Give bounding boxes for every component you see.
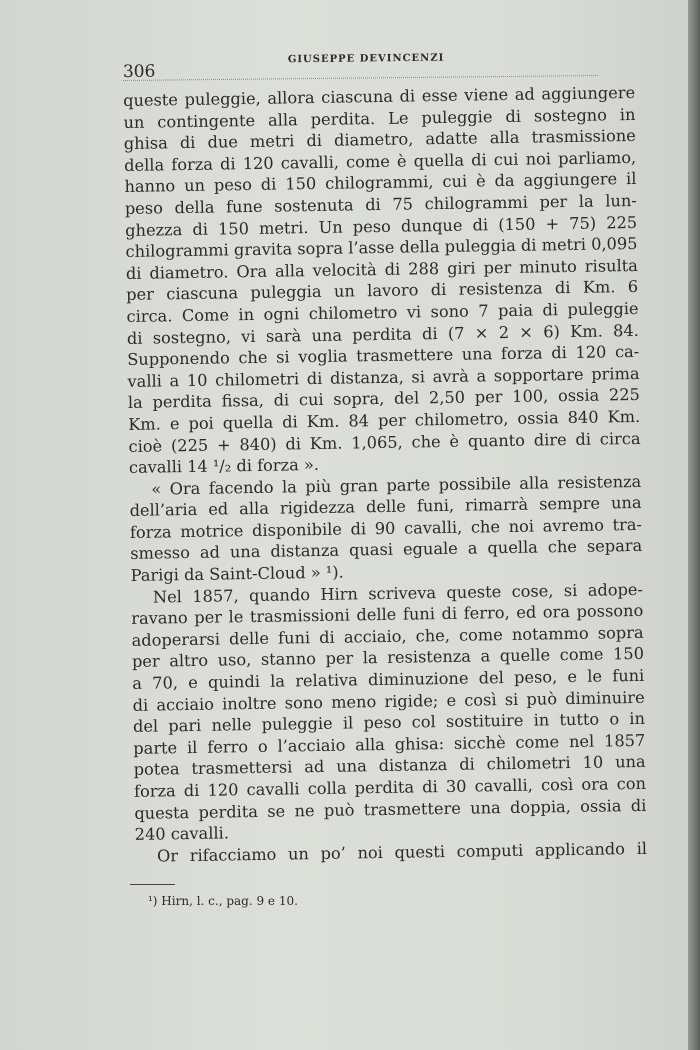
text-line: della forza di 120 cavalli, come è quella di cui noi parliamo, [124, 147, 637, 175]
text-line: per ciascuna puleggia un lavoro di resistenza di Km. 6 [126, 277, 639, 305]
footnote: ¹) Hirn, l. c., pag. 9 e 10. [148, 894, 298, 908]
text-line: potea trasmettersi ad una distanza di chilometri 10 una [133, 752, 646, 780]
text-line: un contingente alla perdita. Le puleggie di sostegno in [123, 104, 636, 132]
text-line: questa perdita se ne può trasmettere una doppia, ossia di [134, 795, 647, 823]
footnote-rule [130, 884, 175, 885]
text-line: dell’aria ed alla rigidezza delle funi, rimarrà sempre una [129, 493, 642, 521]
text-line: chilogrammi gravita sopra l’asse della puleggia di metri 0,095 [125, 234, 638, 262]
text-line: Km. e poi quella di Km. 84 per chilometro, ossia 840 Km. [128, 406, 641, 434]
text-line: cavalli 14 ¹/₂ di forza ». [128, 455, 320, 478]
text-line: per altro uso, stanno per la resistenza a quelle come 150 [131, 644, 645, 672]
page-header [123, 51, 598, 81]
text-line: ghisa di due metri di diametro, adatte alla trasmissione [123, 126, 636, 154]
text-line: forza motrice disponibile di 90 cavalli, che noi avremo tra- [129, 514, 643, 542]
text-line: valli a 10 chilometri di distanza, si avrà a sopportare prima [127, 363, 640, 391]
text-line: Or rifacciamo un po’ noi questi computi applicando il [156, 838, 648, 866]
text-line: del pari nelle puleggie il peso col sostituire in tutto o in [132, 709, 646, 737]
text-line: peso della fune sostenuta di 75 chilogrammi per la lun- [124, 190, 637, 218]
text-line: 240 cavalli. [134, 823, 230, 845]
text-line: hanno un peso di 150 chilogrammi, cui è da aggiungere il [124, 169, 637, 197]
text-line: ravano per le trasmissioni delle funi di ferro, ed ora possono [131, 601, 644, 629]
text-line: circa. Come in ogni chilometro vi sono 7 paia di puleggie [126, 298, 639, 326]
page-edge-shadow [688, 0, 700, 1050]
text-line: Nel 1857, quando Hirn scriveva queste cose, si adope- [152, 579, 644, 607]
text-line: forza di 120 cavalli colla perdita di 30 cavalli, così ora con [133, 773, 647, 801]
text-line: Parigi da Saint-Cloud » ¹). [130, 562, 344, 586]
text-line: di acciaio inoltre sono meno rigide; e così si può diminuire [132, 687, 645, 715]
text-line: parte il ferro o l’acciaio alla ghisa: sicchè come nel 1857 [133, 730, 646, 758]
text-line: a 70, e quindi la relativa diminuzione del peso, e le funi [132, 665, 645, 693]
text-line: « Ora facendo la più gran parte possibile alla resistenza [151, 471, 642, 499]
text-line: di sostegno, vi sarà una perdita di (7 × 2 × 6) Km. 84. [126, 320, 639, 348]
text-line: Supponendo che si voglia trasmettere una forza di 120 ca- [127, 342, 640, 370]
text-line: la perdita fissa, di cui sopra, del 2,50 per 100, ossia 225 [127, 385, 640, 413]
page-number: 306 [122, 61, 156, 82]
text-line: ghezza di 150 metri. Un peso dunque di (150 + 75) 225 [125, 212, 638, 240]
text-line: cioè (225 + 840) di Km. 1,065, che è quanto dire di circa [128, 428, 641, 456]
text-line: smesso ad una distanza quasi eguale a quella che separa [130, 536, 643, 564]
running-title: GIUSEPPE DEVINCENZI [287, 52, 445, 66]
text-line: adoperarsi delle funi di acciaio, che, come notammo sopra [131, 622, 644, 650]
text-line: queste puleggie, allora ciascuna di esse viene ad aggiungere [123, 82, 636, 110]
text-line: di diametro. Ora alla velocità di 288 giri per minuto risulta [125, 255, 638, 283]
body-text [123, 82, 647, 867]
